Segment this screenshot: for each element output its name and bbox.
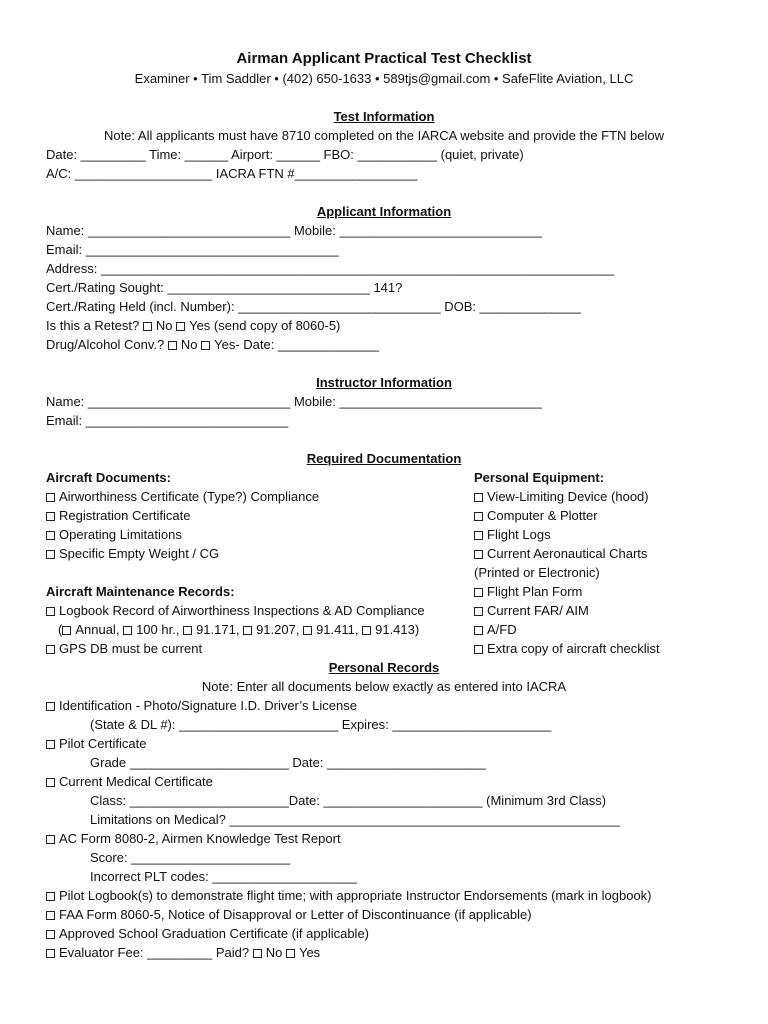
91-207-checkbox[interactable] [243, 626, 252, 635]
personal-records-heading: Personal Records [328, 660, 440, 675]
record-item: Pilot Logbook(s) to demonstrate flight time; with appropriate Instructor Endorsements (mark in logbook) [46, 887, 652, 904]
checkbox[interactable] [474, 645, 483, 654]
retest-no-checkbox[interactable] [143, 322, 152, 331]
retest-yes-label: Yes (send copy of 8060-5) [189, 318, 341, 333]
fee-label: Evaluator Fee: _________ Paid? [59, 945, 250, 960]
id-checkbox[interactable] [46, 702, 55, 711]
fee-checkbox[interactable] [46, 949, 55, 958]
equipment-item: A/FD [474, 621, 517, 638]
record-item: Identification - Photo/Signature I.D. Driver’s License [46, 697, 357, 714]
maintenance-subitems: ( Annual, 100 hr., 91.171, 91.207, 91.411, 91.413) [58, 622, 420, 637]
aircraft-doc-item: Registration Certificate [46, 507, 191, 524]
drug-line [46, 336, 379, 353]
school-cert-checkbox[interactable] [46, 930, 55, 939]
instructor-email-line[interactable]: Email: ____________________________ [46, 413, 289, 428]
score-line[interactable]: Score: ______________________ [90, 850, 291, 865]
checkbox[interactable] [46, 607, 55, 616]
retest-yes-checkbox[interactable] [176, 322, 185, 331]
checkbox[interactable] [474, 550, 483, 559]
equipment-item: Computer & Plotter [474, 507, 598, 524]
test-info-heading: Test Information [333, 109, 435, 124]
checkbox[interactable] [46, 512, 55, 521]
record-item: AC Form 8080-2, Airmen Knowledge Test Report [46, 830, 341, 847]
pilot-cert-detail-line[interactable]: Grade ______________________ Date: ______________________ [90, 755, 487, 770]
equipment-title: Personal Equipment: [474, 470, 605, 485]
fee-line: Evaluator Fee: _________ Paid? No Yes [46, 944, 320, 961]
fee-no-checkbox[interactable] [253, 949, 262, 958]
record-item: FAA Form 8060-5, Notice of Disapproval or Letter of Discontinuance (if applicable) [46, 906, 532, 923]
aircraft-doc-item: Operating Limitations [46, 526, 182, 543]
personal-records-note: Note: Enter all documents below exactly as entered into IACRA [201, 679, 567, 694]
applicant-address-line[interactable]: Address: _______________________________________________________________________ [46, 261, 615, 276]
instructor-info-heading: Instructor Information [316, 375, 452, 390]
required-docs-heading: Required Documentation [306, 451, 462, 466]
applicant-name-line[interactable]: Name: ____________________________ Mobile: ____________________________ [46, 223, 542, 238]
page-title: Airman Applicant Practical Test Checklist [236, 50, 532, 67]
equipment-item: Extra copy of aircraft checklist [474, 640, 660, 657]
equipment-item: Current FAR/ AIM [474, 602, 589, 619]
medical-limitations-line[interactable]: Limitations on Medical? ______________________________________________________ [90, 812, 620, 827]
checkbox[interactable] [474, 512, 483, 521]
logbook-checkbox[interactable] [46, 892, 55, 901]
faa-form-checkbox[interactable] [46, 911, 55, 920]
drug-label: Drug/Alcohol Conv.? [46, 337, 165, 352]
equipment-item: Current Aeronautical Charts [474, 545, 647, 562]
aircraft-docs-title: Aircraft Documents: [46, 470, 171, 485]
checkbox[interactable] [46, 645, 55, 654]
examiner-line: Examiner • Tim Saddler • (402) 650-1633 • 589tjs@gmail.com • SafeFlite Aviation, LLC [134, 71, 634, 86]
medical-checkbox[interactable] [46, 778, 55, 787]
rating-held-line[interactable]: Cert./Rating Held (incl. Number): ____________________________ DOB: ______________ [46, 299, 581, 314]
checkbox[interactable] [474, 588, 483, 597]
maintenance-title: Aircraft Maintenance Records: [46, 584, 235, 599]
checkbox[interactable] [46, 493, 55, 502]
fee-yes-checkbox[interactable] [286, 949, 295, 958]
checkbox[interactable] [46, 550, 55, 559]
maintenance-item: Logbook Record of Airworthiness Inspections & AD Compliance [46, 602, 425, 619]
record-item: Current Medical Certificate [46, 773, 213, 790]
plt-codes-line[interactable]: Incorrect PLT codes: ____________________ [90, 869, 357, 884]
drug-no-checkbox[interactable] [168, 341, 177, 350]
aircraft-doc-item: Airworthiness Certificate (Type?) Compliance [46, 488, 319, 505]
instructor-name-line[interactable]: Name: ____________________________ Mobile: ____________________________ [46, 394, 542, 409]
91-171-checkbox[interactable] [183, 626, 192, 635]
annual-checkbox[interactable] [62, 626, 71, 635]
91-413-checkbox[interactable] [362, 626, 371, 635]
drug-yes-checkbox[interactable] [201, 341, 210, 350]
test-date-line[interactable]: Date: _________ Time: ______ Airport: ______ FBO: ___________ (quiet, private) [46, 147, 524, 162]
drug-yes-label: Yes- Date: ______________ [214, 337, 380, 352]
test-info-note: Note: All applicants must have 8710 completed on the IARCA website and provide the FTN below [103, 128, 665, 143]
equipment-item: Flight Logs [474, 526, 551, 543]
equipment-item-continued: (Printed or Electronic) [474, 565, 600, 580]
rating-sought-line[interactable]: Cert./Rating Sought: ____________________________ 141? [46, 280, 403, 295]
record-item: Pilot Certificate [46, 735, 146, 752]
equipment-item: View-Limiting Device (hood) [474, 488, 649, 505]
retest-line [46, 317, 340, 334]
100hr-checkbox[interactable] [123, 626, 132, 635]
record-item: Approved School Graduation Certificate (if applicable) [46, 925, 369, 942]
maintenance-item: GPS DB must be current [46, 640, 202, 657]
checkbox[interactable] [474, 531, 483, 540]
pilot-cert-checkbox[interactable] [46, 740, 55, 749]
retest-label: Is this a Retest? [46, 318, 140, 333]
drug-no-label: No [180, 337, 198, 352]
retest-no-label: No [155, 318, 173, 333]
checkbox[interactable] [474, 493, 483, 502]
knowledge-test-checkbox[interactable] [46, 835, 55, 844]
equipment-item: Flight Plan Form [474, 583, 582, 600]
test-aircraft-line[interactable]: A/C: ___________________ IACRA FTN #_________________ [46, 166, 418, 181]
91-411-checkbox[interactable] [303, 626, 312, 635]
checkbox[interactable] [474, 626, 483, 635]
id-detail-line[interactable]: (State & DL #): ______________________ Expires: ______________________ [90, 717, 552, 732]
applicant-info-heading: Applicant Information [316, 204, 452, 219]
medical-class-line[interactable]: Class: ______________________Date: ______________________ (Minimum 3rd Class) [90, 793, 607, 808]
aircraft-doc-item: Specific Empty Weight / CG [46, 545, 219, 562]
checkbox[interactable] [474, 607, 483, 616]
checkbox[interactable] [46, 531, 55, 540]
applicant-email-line[interactable]: Email: ___________________________________ [46, 242, 339, 257]
